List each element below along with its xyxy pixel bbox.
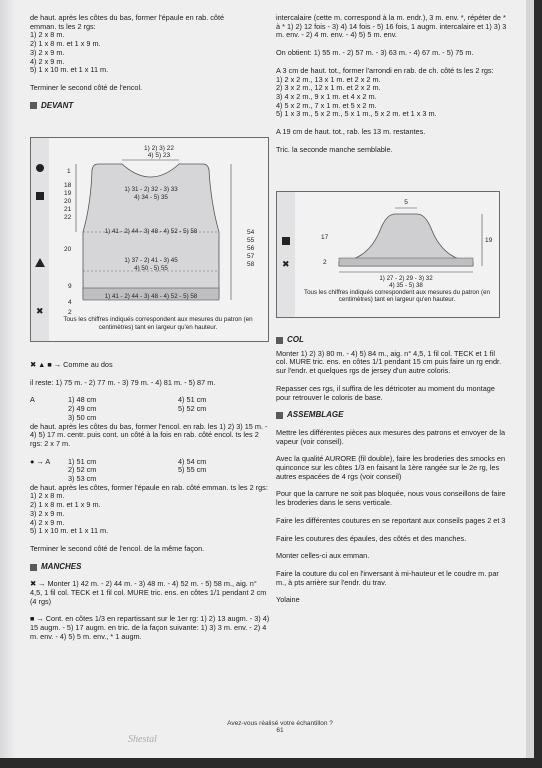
- line: emman. ts les 2 rgs:: [30, 21, 96, 31]
- line: 4) 5 x 2 m., 7 x 1 m. et 5 x 2 m.: [276, 100, 377, 110]
- total-height-label: 56: [247, 245, 255, 252]
- measure: 4) 51 cm: [178, 395, 207, 405]
- left-column: [30, 14, 270, 110]
- brand-watermark: Shestal: [128, 734, 157, 745]
- square-symbol-icon: [282, 237, 290, 245]
- devant-title: DEVANT: [41, 100, 74, 110]
- line: 1) 2 x 8 m.: [30, 30, 65, 40]
- front-pattern-diagram: [30, 137, 269, 342]
- paragraph: ✖ → Monter 1) 42 m. - 2) 44 m. - 3) 48 m. - 4) 52 m. - 5) 58 m., aig. n° 4,5, 1 fil col. TECK et 1 fil col. MURE tric. ens. en côtes 1/1 pendant 2 cm (4 rgs): [30, 579, 267, 606]
- measure: 3) 50 cm: [68, 412, 97, 422]
- page-number: 61: [276, 727, 284, 734]
- paragraph: Mettre les différentes pièces aux mesures des patrons et envoyer de la vapeur (voir conseil).: [276, 427, 506, 446]
- measure: 5) 55 cm: [178, 465, 207, 475]
- height-label: 4: [68, 299, 72, 306]
- paragraph: de haut. après les côtes, former l'épaule en rab. côté emman. ts les 2 rgs:: [30, 482, 268, 492]
- height-label: 20: [64, 246, 72, 253]
- diagram-caption: Tous les chiffres indiqués correspondent aux mesures du patron (en centimètres) tant en largeur qu'en hauteur.: [304, 289, 490, 304]
- paragraph: Faire la couture du col en l'inversant à mi-hauteur et le coudre m. par m., à pts arrière sur l'endr. du trav.: [276, 568, 499, 587]
- height-label: 21: [64, 206, 72, 213]
- top-instruction-list: [30, 14, 270, 75]
- footer-question: Avez-vous réalisé votre échantillon ?: [227, 720, 333, 727]
- sleeve-rib-band: [339, 258, 473, 266]
- square-bullet-icon: [30, 102, 37, 109]
- line: 3) 2 x 9 m.: [30, 47, 65, 57]
- sleeve-height-label: 17: [321, 234, 329, 241]
- cross-symbol-icon: ✖: [282, 259, 290, 269]
- assemblage-title: ASSEMBLAGE: [287, 410, 344, 420]
- line: 1) 2 x 8 m.: [30, 491, 65, 501]
- measure: 4) 54 cm: [178, 456, 207, 466]
- total-height-label: 54: [247, 229, 255, 236]
- paragraph: Tric. la seconde manche semblable.: [276, 144, 393, 154]
- measure: 1) 48 cm: [68, 395, 97, 405]
- height-label: 1: [67, 168, 71, 175]
- paragraph: Faire les différentes coutures en se reportant aux conseils pages 2 et 3: [276, 515, 506, 525]
- measure: 1) 51 cm: [68, 456, 97, 466]
- measure-table-b: [30, 458, 270, 484]
- left-column-lower: [30, 361, 270, 642]
- line: 4) 2 x 9 m.: [30, 56, 65, 66]
- sleeve-width-label: 4) 35 - 5) 38: [389, 282, 423, 289]
- sleeve-rib-label: 2: [323, 259, 327, 266]
- line: 3) 4 x 2 m., 9 x 1 m. et 4 x 2 m.: [276, 91, 377, 101]
- armhole-label: 4) 34 - 5) 35: [134, 194, 168, 201]
- line: 5) 1 x 10 m. et 1 x 11 m.: [30, 65, 109, 75]
- measure: 5) 52 cm: [178, 404, 207, 414]
- sleeve-height-label: 19: [485, 237, 493, 244]
- measure: 3) 53 cm: [68, 474, 97, 484]
- legend-strip: [277, 192, 295, 317]
- paragraph: Monter celles-ci aux emman.: [276, 551, 370, 561]
- sleeve-pattern-diagram: [276, 191, 500, 318]
- paragraph: Faire les coutures des épaules, des côtés et des manches.: [276, 533, 467, 543]
- sleeve-width-label: 1) 27 - 2) 29 - 3) 32: [379, 275, 433, 282]
- paragraph: Pour que la carrure ne soit pas bloquée, nous vous conseillons de faire les broderies dans le sens verticale.: [276, 489, 506, 508]
- table-label: A: [30, 395, 35, 405]
- line: de haut. après les côtes du bas, former l'épaule en rab. côté: [30, 13, 225, 22]
- line: 2) 1 x 8 m. et 1 x 9 m.: [30, 500, 101, 510]
- line: 1) 2 x 2 m., 13 x 1 m. et 2 x 2 m.: [276, 74, 381, 84]
- right-column: [276, 14, 508, 154]
- paragraph: Repasser ces rgs, il suffira de les détricoter au moment du montage pour retrouver le coloris de base.: [276, 383, 495, 402]
- cross-symbol-icon: ✖: [36, 306, 44, 316]
- square-bullet-icon: [276, 337, 283, 344]
- height-label: 2: [68, 309, 72, 316]
- line: 4) 2 x 9 m.: [30, 517, 65, 527]
- paragraph: Avec la qualité AURORE (fil double), faire les broderies des smocks en quinconce sur les côtes 1/3 en faisant la 1ère rangée sur le 2e rg, les autres espacées de 4 rgs (voir conseil): [276, 454, 506, 481]
- paragraph: de haut. après les côtes du bas, former l'encol. en rab. les 1) 2) 3) 15 m. - 4) 5) 17 m. centr. puis cont. un côté à la fois en rab. côté encol. ts les 2 rgs: 2 x 7 m.: [30, 421, 268, 448]
- page-binding-shadow: [0, 0, 16, 758]
- paragraph: ■ → Cont. en côtes 1/3 en repartissant sur le 1er rg: 1) 2) 13 augm. - 3) 4) 15 augm. - 5) 17 augm. en tric. de la façon suivante: 1) 3) 3 m. env. - 2) 4 m. env. - 4) 5) 5 m. env., * 1 augm.: [30, 614, 270, 641]
- col-title: COL: [287, 335, 304, 344]
- paragraph: A 19 cm de haut. tot., rab. les 13 m. restantes.: [276, 127, 426, 137]
- height-label: 18: [64, 182, 72, 189]
- measure: 2) 52 cm: [68, 465, 97, 475]
- terminer-text: Terminer le second côté de l'encol. de la même façon.: [30, 543, 205, 553]
- armhole-label: 1) 31 - 2) 32 - 3) 33: [124, 186, 178, 193]
- line: 2) 3 x 2 m., 12 x 1 m. et 2 x 2 m.: [276, 83, 381, 93]
- terminer-text: Terminer le second côté de l'encol.: [30, 82, 143, 92]
- diagram-caption: Tous les chiffres indiqués correspondent aux mesures du patron (en centimètres) tant en largeur qu'en hauteur.: [63, 316, 253, 331]
- paragraph: A 3 cm de haut. tot., former l'arrondi en rab. de ch. côté ts les 2 rgs:: [276, 65, 494, 75]
- line: 5) 1 x 10 m. et 1 x 11 m.: [30, 526, 109, 536]
- square-symbol-icon: [36, 192, 44, 200]
- square-bullet-icon: [276, 412, 283, 419]
- table-label: ● → A: [30, 456, 51, 466]
- footer: [210, 720, 350, 734]
- sleeve-top-label: 5: [404, 199, 408, 206]
- hem-width-label: 1) 41 - 2) 44 - 3) 48 - 4) 52 - 5) 58: [104, 293, 198, 300]
- circle-symbol-icon: [36, 164, 44, 172]
- height-label: 20: [64, 198, 72, 205]
- height-label: 9: [68, 283, 72, 290]
- total-height-label: 58: [247, 261, 255, 268]
- chest-width-label: 1) 41 - 2) 44 - 3) 48 - 4) 52 - 5) 58: [104, 228, 198, 235]
- paragraph: Monter 1) 2) 3) 80 m. - 4) 5) 84 m., aig. n° 4,5, 1 fil col. TECK et 1 fil col. MURE tric. ens. en côtes 1/1 pendant 15 cm puis faire un rg endr. sur l'endr. et quelques rgs de jersey d'un autre coloris.: [276, 348, 502, 376]
- il-reste-text: il reste: 1) 75 m. - 2) 77 m. - 3) 79 m. - 4) 81 m. - 5) 87 m.: [30, 377, 216, 387]
- line: 3) 2 x 9 m.: [30, 508, 65, 518]
- page-edge-shadow: [526, 0, 534, 758]
- height-label: 22: [64, 214, 72, 221]
- line: 5) 1 x 3 m., 5 x 2 m., 5 x 1 m., 5 x 2 m. et 1 x 3 m.: [276, 109, 437, 119]
- devant-heading: [30, 102, 270, 111]
- measure: 2) 49 cm: [68, 404, 97, 414]
- manches-title: MANCHES: [41, 561, 82, 571]
- right-column-lower: [276, 336, 508, 605]
- total-height-label: 55: [247, 237, 255, 244]
- line: 2) 1 x 8 m. et 1 x 9 m.: [30, 39, 101, 49]
- square-bullet-icon: [30, 564, 37, 571]
- col-heading: [276, 336, 508, 345]
- signature: Yolaine: [276, 595, 300, 605]
- assemblage-heading: [276, 411, 508, 420]
- height-label: 19: [64, 190, 72, 197]
- manches-heading: [30, 563, 270, 572]
- center-label: 1) 37 - 2) 41 - 3) 45: [124, 257, 178, 264]
- neck-width-label: 1) 2) 3) 22: [144, 145, 174, 152]
- comme-au-dos: ✖ ▲ ■ → Comme au dos: [30, 360, 113, 369]
- total-height-label: 57: [247, 253, 255, 260]
- measure-table-a: [30, 396, 270, 422]
- paragraph: intercalaire (cette m. correspond à la m. endr.), 3 m. env. *, répéter de * à * 1) 2) 12 fois - 3) 4) 14 fois - 5) 16 fois, 1 augm. intercalaire et 1) 3) 3 m. env. - 2) 4 m. env. - 4) 5) 5 m. env.: [276, 13, 507, 40]
- neck-width-label: 4) 5) 23: [147, 152, 171, 159]
- paragraph: On obtient: 1) 55 m. - 2) 57 m. - 3) 63 m. - 4) 67 m. - 5) 75 m.: [276, 48, 474, 58]
- center-label: 4) 50 - 5) 55: [134, 265, 168, 272]
